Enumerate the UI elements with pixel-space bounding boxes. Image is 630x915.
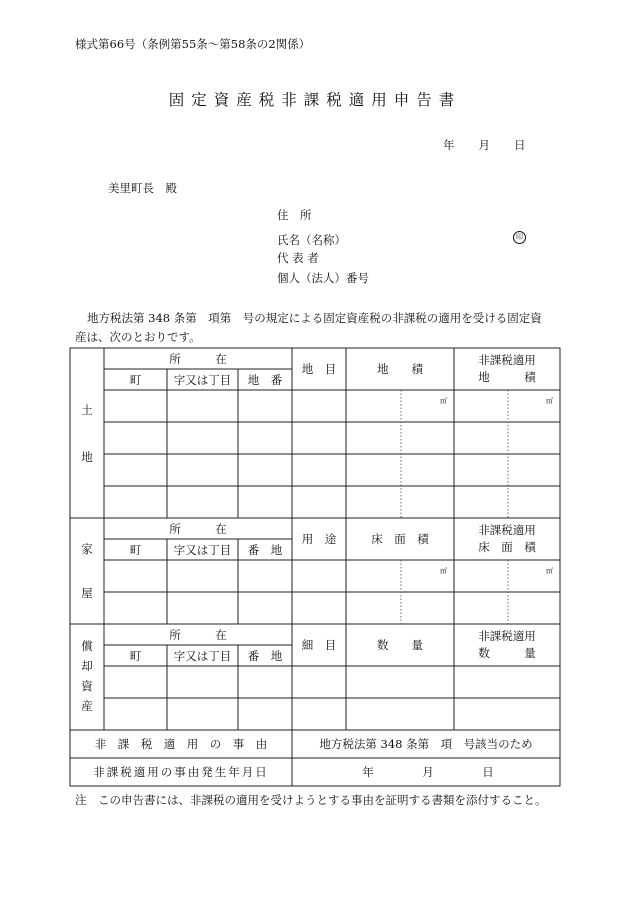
house-area-unit: ㎡	[440, 567, 447, 575]
table-outer-border	[70, 348, 560, 786]
address-label: 住 所	[277, 208, 312, 222]
asset-label-4: 産	[81, 699, 93, 713]
house-exempt-area-unit: ㎡	[546, 567, 553, 575]
exemption-date-day: 日	[482, 765, 494, 779]
house-floor-area-header: 床 面 積	[371, 532, 429, 546]
land-area-header: 地 積	[377, 362, 423, 376]
date-year-label: 年	[443, 138, 455, 152]
date-day-label: 日	[514, 138, 526, 152]
asset-exempt-header-bottom: 数 量	[478, 646, 536, 660]
exemption-date-year: 年	[362, 765, 374, 779]
house-town-header: 町	[129, 542, 142, 557]
asset-aza-header: 字又は丁目	[173, 648, 232, 663]
asset-exempt-header-top: 非課税適用	[478, 629, 536, 643]
land-lot-header: 地 番	[247, 372, 283, 387]
house-exempt-header-bottom: 床 面 積	[478, 540, 536, 554]
house-exempt-header-top: 非課税適用	[478, 523, 536, 537]
land-exempt-header-bottom: 地 積	[478, 370, 536, 384]
asset-town-header: 町	[129, 648, 142, 663]
asset-label-1: 償	[81, 639, 93, 653]
house-location-header: 所 在	[169, 521, 227, 536]
land-exempt-area-unit: ㎡	[546, 397, 553, 405]
footnote: 注 この申告書には、非課税の適用を受けようとする事由を証明する書類を添付すること。	[75, 793, 547, 807]
house-label-bottom: 屋	[81, 586, 93, 600]
house-lot-header: 番 地	[247, 542, 283, 557]
asset-quantity-header: 数 量	[377, 638, 423, 652]
exemption-date-month: 月	[422, 765, 434, 779]
asset-label-2: 却	[81, 659, 93, 673]
date-month-label: 月	[478, 138, 490, 152]
intro-line-1: 地方税法第 348 条第 項第 号の規定による固定資産税の非課税の適用を受ける固定資	[87, 311, 542, 325]
land-location-header: 所 在	[169, 351, 227, 366]
house-exempt-floor-area-header	[454, 518, 560, 560]
document-title: 固定資産税非課税適用申告書	[168, 91, 462, 109]
house-aza-header: 字又は丁目	[173, 542, 232, 557]
land-aza-header: 字又は丁目	[173, 372, 232, 387]
asset-location-header: 所 在	[169, 627, 227, 642]
land-exempt-area-header	[454, 348, 560, 390]
land-area-unit: ㎡	[440, 397, 447, 405]
asset-exempt-quantity-header	[454, 624, 560, 666]
asset-label-3: 資	[81, 679, 93, 693]
individual-number-label: 個人（法人）番号	[277, 271, 369, 285]
intro-line-2: 産は、次のとおりです。	[75, 330, 201, 344]
exemption-date-label: 非課税適用の事由発生年月日	[93, 765, 269, 779]
land-label-bottom: 地	[81, 450, 93, 464]
asset-item-header: 細 目	[301, 638, 337, 652]
land-category-header: 地 目	[301, 362, 337, 376]
land-town-header: 町	[129, 372, 142, 387]
asset-label	[70, 636, 104, 716]
name-label: 氏名（名称）	[277, 233, 346, 247]
land-label-top: 土	[81, 403, 93, 417]
seal-mark: 印	[513, 231, 526, 244]
addressee: 美里町長 殿	[108, 181, 177, 195]
form-number: 様式第66号（条例第55条～第58条の2関係）	[75, 37, 311, 51]
house-label-top: 家	[81, 542, 93, 556]
land-exempt-header-top: 非課税適用	[478, 353, 536, 367]
exemption-reason-label: 非 課 税 適 用 の 事 由	[94, 737, 268, 751]
exemption-reason-value: 地方税法第 348 条第 項 号該当のため	[319, 737, 533, 751]
house-use-header: 用 途	[301, 532, 337, 546]
asset-lot-header: 番 地	[247, 648, 283, 663]
representative-label: 代 表 者	[277, 251, 319, 265]
